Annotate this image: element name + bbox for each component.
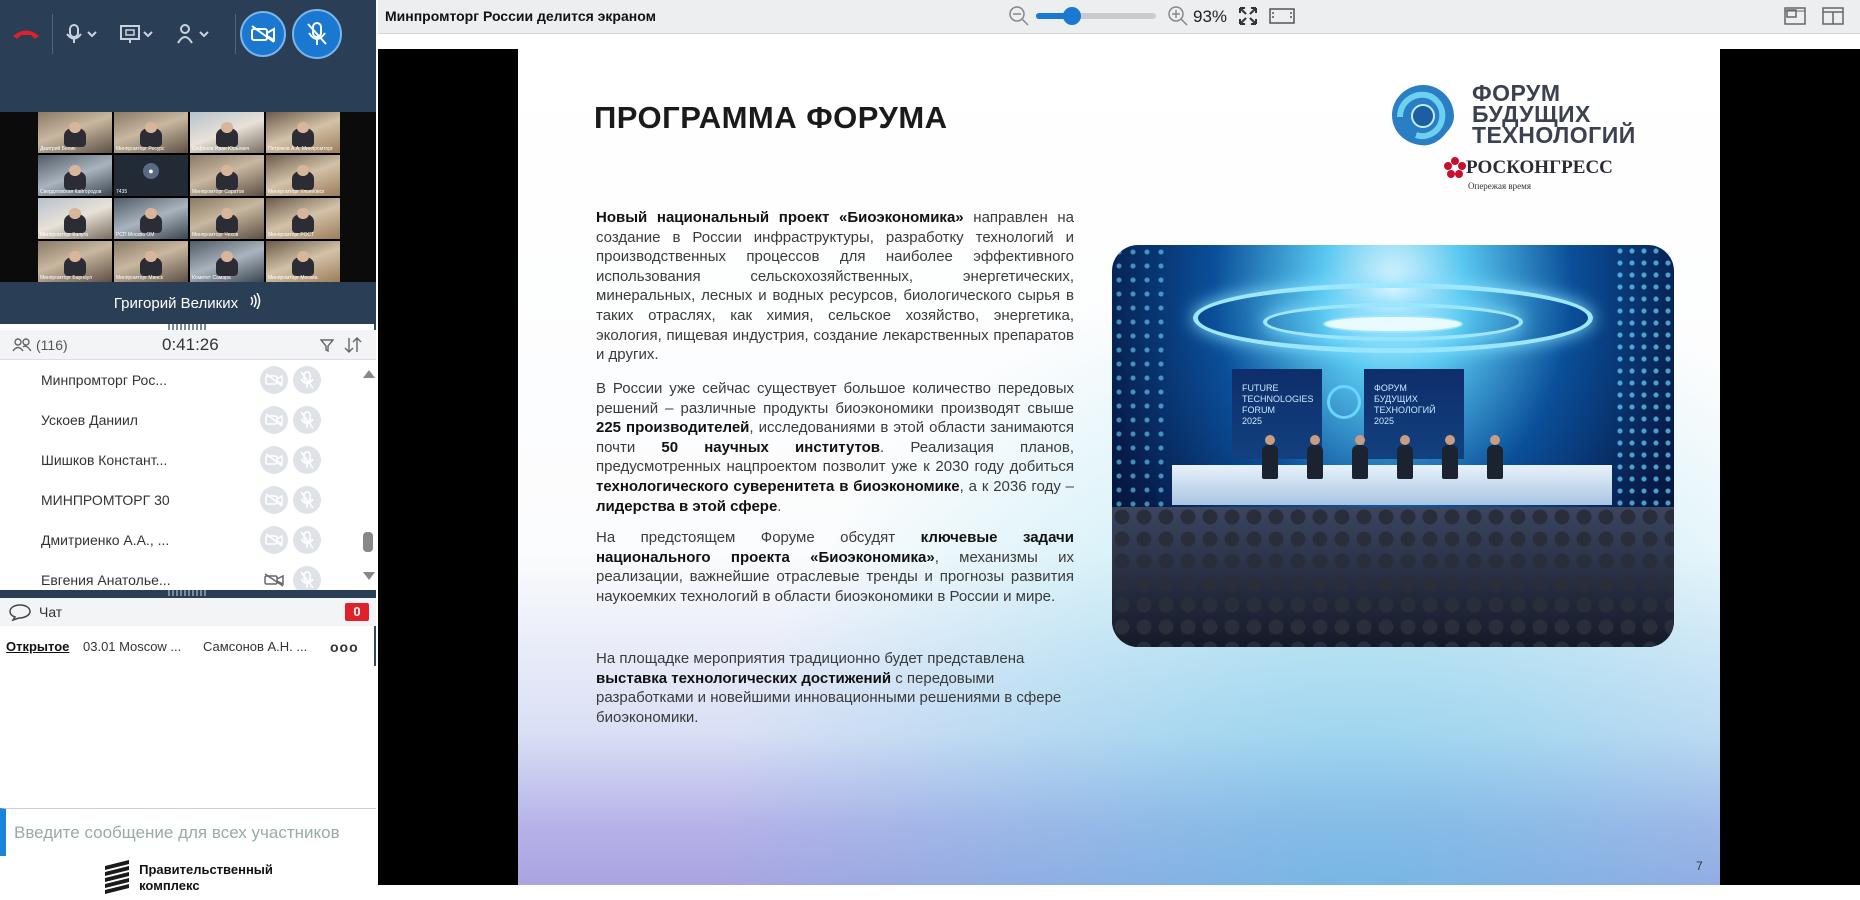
video-tile[interactable] <box>266 155 340 196</box>
chat-tabs <box>0 626 376 666</box>
user-settings-button[interactable] <box>165 0 221 68</box>
participant-camera-off-icon[interactable] <box>260 366 288 394</box>
left-panel <box>0 0 376 900</box>
microphone-settings-icon <box>63 23 99 45</box>
participant-mic-off-icon[interactable] <box>293 486 321 514</box>
share-title: Минпромторг России делится экраном <box>385 8 656 24</box>
video-person-head <box>297 208 309 219</box>
tab-moscow[interactable]: 03.01 Moscow ... <box>83 639 182 654</box>
video-person-head <box>145 208 157 219</box>
unread-badge: 0 <box>345 603 369 621</box>
participant-name: Шишков Констант... <box>41 452 168 468</box>
chat-label: Чат <box>39 604 63 620</box>
video-person-head <box>69 165 81 176</box>
slide-paragraph-3 <box>596 528 1074 606</box>
participant-mic-off-icon[interactable] <box>293 446 321 474</box>
photo-speaker <box>1307 445 1323 479</box>
participant-name: Ускоев Даниил <box>41 412 138 428</box>
scroll-down-arrow[interactable] <box>363 572 375 580</box>
microphone-toggle-button[interactable] <box>290 0 344 68</box>
text-run: На площадке мероприятия традиционно будет представлена <box>596 650 1025 667</box>
participant-camera-off-icon[interactable] <box>260 526 288 554</box>
text-run: В России уже сейчас существует большое количество передовых решений – различные продукты биоэкономики производят свыше <box>596 380 1074 417</box>
layout-button[interactable] <box>1821 6 1845 31</box>
video-person-head <box>145 251 157 262</box>
text-run: , а к 2036 году – <box>959 477 1074 495</box>
phone-hangup-icon <box>11 27 41 41</box>
government-complex-logo <box>103 858 133 898</box>
camera-toggle-button[interactable] <box>236 0 290 68</box>
more-tabs-button[interactable]: ooo <box>330 639 359 655</box>
text-run: . Реализация планов, предусмотренных нацпроектом позволит уже к 2030 году добиться <box>596 438 1074 476</box>
camera-strip <box>0 68 376 112</box>
text-run: , исследованиями в этой области занимаются почти <box>596 419 1074 456</box>
screen-share-icon <box>119 23 155 45</box>
avatar-placeholder-icon: ● <box>143 163 159 179</box>
video-person-head <box>221 122 233 133</box>
scroll-up-arrow[interactable] <box>363 370 375 378</box>
video-tile[interactable] <box>266 198 340 239</box>
participant-name: Дмитриенко А.А., ... <box>41 532 170 548</box>
video-tile[interactable] <box>266 112 340 153</box>
text-run: лидерства в этой сфере <box>596 497 778 515</box>
participant-row[interactable] <box>0 360 360 400</box>
video-tile-label: Свердловская Кайгородов <box>40 189 102 195</box>
slide-paragraph-1 <box>596 208 1074 365</box>
video-tile-label: Дмитрий Белик <box>40 146 76 152</box>
video-tile[interactable] <box>114 112 188 153</box>
picture-in-picture-icon <box>1783 6 1807 26</box>
filter-icon <box>320 338 334 352</box>
video-tile[interactable] <box>190 155 264 196</box>
photo-ceiling-ring <box>1323 315 1463 333</box>
participants-list <box>0 360 376 590</box>
chat-bubble-icon <box>8 603 32 624</box>
text-run: направлен на создание в России инфраструктуры, разработку технологий и производственных процессов для наиболее эффективного использования сельскохозяйственных, энергетических, минеральных, лесных и водных ресурсов, биологического сырья в таких отраслях, как химия, сельское хозяйство, энергетика, экология, пищевая индустрия, создание лекарственных препаратов и других. <box>596 209 1075 364</box>
zoom-slider-knob[interactable] <box>1063 7 1081 25</box>
photo-speaker <box>1487 445 1503 479</box>
participant-row[interactable] <box>0 480 360 520</box>
participant-row[interactable] <box>0 560 360 590</box>
video-tile[interactable] <box>38 241 112 282</box>
video-tile-label: Комитет Самара <box>192 275 231 281</box>
video-person-head <box>69 251 81 262</box>
video-person-head <box>69 122 81 133</box>
photo-screen-right-text: ФОРУМ БУДУЩИХ ТЕХНОЛОГИЙ 2025 <box>1374 383 1436 426</box>
active-speaker-name: Григорий Великих <box>113 294 239 312</box>
video-tile[interactable] <box>38 112 112 153</box>
call-toolbar <box>0 0 376 68</box>
video-tile-label: Сафонов Иван Юрьевич <box>192 146 250 152</box>
brand-text <box>139 862 273 894</box>
pip-button[interactable] <box>1783 6 1807 31</box>
roscongress-tagline: Опережая время <box>1468 181 1531 191</box>
brand-line-2: комплекс <box>139 878 200 893</box>
sort-icon <box>344 337 362 353</box>
video-tile[interactable] <box>114 198 188 239</box>
chat-messages <box>0 666 376 808</box>
text-run: 50 научных институтов <box>661 438 881 456</box>
participant-camera-off-icon[interactable] <box>260 406 288 434</box>
forum-logo <box>1390 80 1652 153</box>
video-person-head <box>297 165 309 176</box>
text-run: технологического суверенитета в биоэкономике <box>596 477 960 495</box>
video-tile-label: Минпромторг Минск <box>116 275 163 281</box>
video-tile-label: Минпромторг Ульяновск <box>268 189 325 195</box>
share-toolbar <box>378 0 1860 34</box>
participant-camera-off-icon[interactable] <box>260 566 288 590</box>
actual-size-button[interactable] <box>1268 7 1296 30</box>
zoom-slider[interactable] <box>1036 13 1156 19</box>
video-tile[interactable] <box>190 241 264 282</box>
expand-arrows-icon <box>1238 6 1258 26</box>
video-tile-label: Минпромторг Калуга <box>40 232 89 238</box>
zoom-out-button[interactable] <box>1008 5 1030 32</box>
participant-camera-off-icon[interactable] <box>260 446 288 474</box>
camera-off-icon <box>250 24 276 44</box>
chat-message-input[interactable] <box>6 809 376 856</box>
slide-title: ПРОГРАММА ФОРУМА <box>594 100 948 135</box>
slide-page-number: 7 <box>1696 859 1703 873</box>
video-tile-label: Минпромторг Барнаул <box>40 275 93 281</box>
video-person-head <box>69 208 81 219</box>
video-grid-area <box>0 112 376 282</box>
frame-icon <box>1268 7 1296 25</box>
tab-open[interactable]: Открытое <box>6 639 70 654</box>
video-person-head <box>221 165 233 176</box>
participant-name: Минпромторг Рос... <box>41 372 167 388</box>
photo-speaker <box>1262 445 1278 479</box>
video-person-head <box>145 122 157 133</box>
video-tile-label: Минпромторг Ресурс <box>116 146 165 152</box>
video-tile[interactable] <box>190 198 264 239</box>
participant-name: Евгения Анатолье... <box>41 572 171 588</box>
participants-count-text: (116) <box>36 337 68 353</box>
video-person-head <box>221 251 233 262</box>
video-grid <box>38 112 340 282</box>
microphone-settings-button[interactable] <box>53 0 109 68</box>
microphone-off-icon <box>305 21 329 47</box>
participant-row[interactable] <box>0 520 360 560</box>
sort-button[interactable] <box>344 337 362 356</box>
text-run: с передовыми разработками и новейшими инновационными решениями в сфере биоэкономики. <box>596 669 1062 726</box>
photo-speaker <box>1442 445 1458 479</box>
roscongress-logo <box>1444 157 1613 179</box>
user-icon <box>175 23 211 45</box>
fit-to-screen-button[interactable] <box>1238 6 1258 31</box>
participant-mic-off-icon[interactable] <box>293 406 321 434</box>
video-tile[interactable] <box>114 241 188 282</box>
forum-logo-mark <box>1390 83 1456 149</box>
text-run: . <box>777 497 782 515</box>
sound-wave-icon <box>248 293 262 313</box>
video-person-head <box>297 122 309 133</box>
text-run: Новый национальный проект «Биоэкономика» <box>596 209 964 226</box>
participants-count[interactable] <box>12 337 68 353</box>
zoom-in-icon <box>1167 5 1189 27</box>
scroll-thumb[interactable] <box>363 532 373 552</box>
photo-speaker <box>1397 445 1413 479</box>
call-timer: 0:41:26 <box>162 335 219 354</box>
active-speaker-bar <box>0 282 376 324</box>
zoom-in-button[interactable] <box>1167 5 1189 32</box>
video-tile-label: Минпромторг Москва <box>268 275 318 281</box>
video-tile-label: Минпромторг РОСТ <box>268 232 315 238</box>
participants-header <box>0 330 376 360</box>
photo-stage-logo <box>1327 385 1361 419</box>
brand-line-1: Правительственный <box>139 862 273 877</box>
video-tile-label: РСП Москва ОМ <box>116 232 155 238</box>
roscongress-flower-icon <box>1444 157 1466 179</box>
shared-screen <box>378 34 1860 900</box>
participant-mic-off-icon[interactable] <box>293 566 321 590</box>
roscongress-text: РОСКОНГРЕСС <box>1466 157 1613 178</box>
video-person-head <box>297 251 309 262</box>
video-tile-label: 7435 <box>116 189 128 195</box>
video-tile-label: Минпромторг Саратов <box>192 189 245 195</box>
video-tile[interactable] <box>266 241 340 282</box>
brand-footer <box>0 856 376 900</box>
slide-paragraph-2 <box>596 379 1074 516</box>
photo-speaker <box>1352 445 1368 479</box>
video-tile[interactable] <box>38 155 112 196</box>
layout-icon <box>1821 6 1845 26</box>
video-tile-label: Петряков А.А. Минпромторг <box>268 146 333 152</box>
video-tile[interactable] <box>190 112 264 153</box>
video-person-head <box>221 208 233 219</box>
participants-icon <box>12 338 32 352</box>
hangup-button[interactable] <box>0 0 52 68</box>
text-run: ключевые задачи национального проекта «Биоэкономика» <box>596 529 1074 566</box>
participant-camera-off-icon[interactable] <box>260 486 288 514</box>
text-run: выставка технологических достижений <box>596 669 892 687</box>
forum-logo-text: ФОРУМ БУДУЩИХ ТЕХНОЛОГИЙ <box>1472 80 1636 148</box>
filter-button[interactable] <box>320 338 334 355</box>
video-tile[interactable] <box>114 155 188 196</box>
zoom-value: 93% <box>1193 7 1228 26</box>
presentation-slide <box>518 49 1720 885</box>
zoom-out-icon <box>1008 5 1030 27</box>
photo-screen-left-text: FUTURE TECHNOLOGIES FORUM 2025 <box>1242 383 1314 426</box>
forum-hall-photo <box>1112 245 1674 647</box>
text-run: , механизмы их реализации, важнейшие отраслевые тренды и прогнозы развития наукоемких технологий в области биоэкономики в России и мире. <box>596 548 1074 605</box>
participants-scrollbar[interactable] <box>360 360 376 590</box>
tab-samsonov[interactable]: Самсонов А.Н. ... <box>203 639 308 654</box>
video-tile-label: Минпромторг Чехов <box>192 232 239 238</box>
video-tile[interactable] <box>38 198 112 239</box>
participant-name: МИНПРОМТОРГ 30 <box>41 492 170 508</box>
participant-row[interactable] <box>0 400 360 440</box>
photo-stage <box>1172 465 1612 505</box>
slide-paragraph-4 <box>596 649 1074 727</box>
text-run: На предстоящем Форуме обсудят <box>596 529 921 546</box>
resize-handle[interactable] <box>168 590 208 596</box>
screen-share-button[interactable] <box>109 0 165 68</box>
text-run: 225 производителей <box>596 419 750 437</box>
chat-header <box>0 598 376 626</box>
photo-audience <box>1112 507 1674 647</box>
participant-row[interactable] <box>0 440 360 480</box>
participant-mic-off-icon[interactable] <box>293 366 321 394</box>
participant-mic-off-icon[interactable] <box>293 526 321 554</box>
chat-input-wrapper <box>0 808 376 856</box>
